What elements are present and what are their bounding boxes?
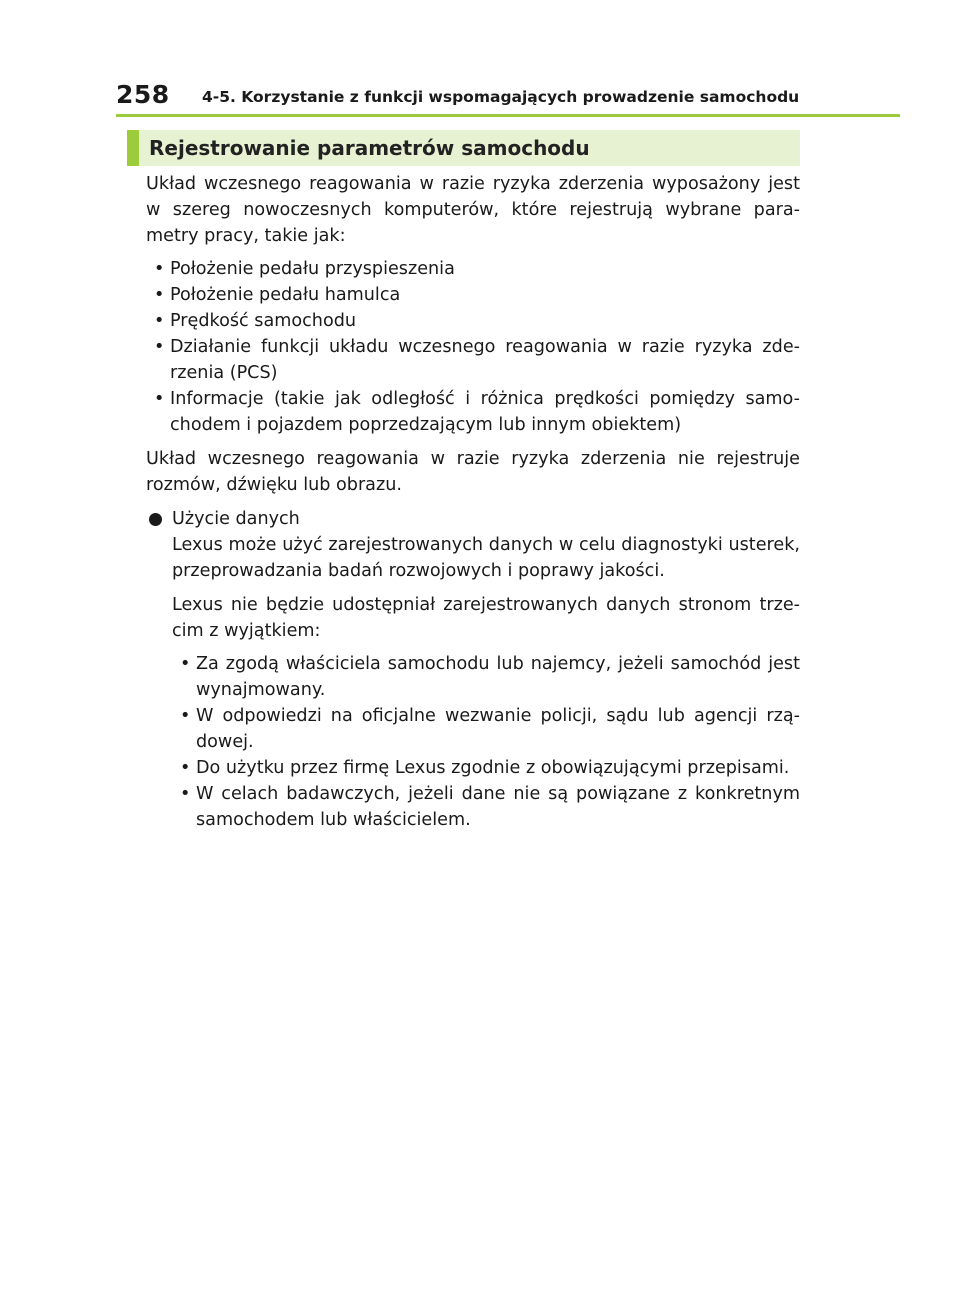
- list-item: • Do użytku przez firmę Lexus zgodnie z obowiązującymi przepisami.: [172, 755, 800, 781]
- page-number: 258: [116, 80, 170, 109]
- bullet-icon: •: [154, 259, 165, 279]
- usage-subheading: [146, 506, 800, 532]
- bullet-icon: •: [180, 784, 191, 804]
- bullet-icon: •: [154, 311, 165, 331]
- list-item: • Położenie pedału przyspieszenia: [146, 256, 800, 282]
- list-item: • Działanie funkcji układu wczesnego reagowania w razie ryzyka zde-rzenia (PCS): [146, 334, 800, 386]
- list-item: • Położenie pedału hamulca: [146, 282, 800, 308]
- section-heading: [127, 130, 800, 166]
- list-item: • Prędkość samochodu: [146, 308, 800, 334]
- bullet-icon: •: [180, 706, 191, 726]
- usage-paragraph-2: Lexus nie będzie udostępniał zarejestrowanych danych stronom trze-cim z wyjątkiem:: [172, 595, 800, 641]
- list-item: • W odpowiedzi na oficjalne wezwanie policji, sądu lub agencji rzą-dowej.: [172, 703, 800, 755]
- bullet-icon: •: [154, 389, 165, 409]
- section-heading-text: Rejestrowanie parametrów samochodu: [149, 136, 590, 160]
- bullet-icon: •: [154, 337, 165, 357]
- list-item: • Za zgodą właściciela samochodu lub najemcy, jeżeli samochód jest wynajmowany.: [172, 651, 800, 703]
- bullet-icon: •: [180, 654, 191, 674]
- usage-block: [146, 532, 800, 833]
- page-content: [146, 171, 800, 833]
- list-item: • Informacje (takie jak odległość i różnica prędkości pomiędzy samo-chodem i pojazdem poprzedzającym lub innym obiektem): [146, 386, 800, 438]
- bullet-icon: •: [180, 758, 191, 778]
- bullet-icon: •: [154, 285, 165, 305]
- page-header: [116, 80, 900, 117]
- exceptions-list: [172, 651, 800, 833]
- intro-paragraph: Układ wczesnego reagowania w razie ryzyka zderzenia wyposażony jest w szereg nowoczesnych komputerów, które rejestrują wybrane para-metry pracy, takie jak:: [146, 174, 800, 246]
- chapter-title: 4-5. Korzystanie z funkcji wspomagających prowadzenie samochodu: [202, 88, 800, 106]
- note-paragraph: Układ wczesnego reagowania w razie ryzyka zderzenia nie rejestruje rozmów, dźwięku lub obrazu.: [146, 449, 800, 495]
- list-item: • W celach badawczych, jeżeli dane nie są powiązane z konkretnym samochodem lub właścicielem.: [172, 781, 800, 833]
- usage-paragraph-1: Lexus może użyć zarejestrowanych danych w celu diagnostyki usterek, przeprowadzania badań rozwojowych i poprawy jakości.: [172, 535, 800, 581]
- filled-circle-icon: [149, 513, 162, 526]
- recorded-parameters-list: [146, 256, 800, 438]
- usage-subheading-text: Użycie danych: [172, 509, 300, 529]
